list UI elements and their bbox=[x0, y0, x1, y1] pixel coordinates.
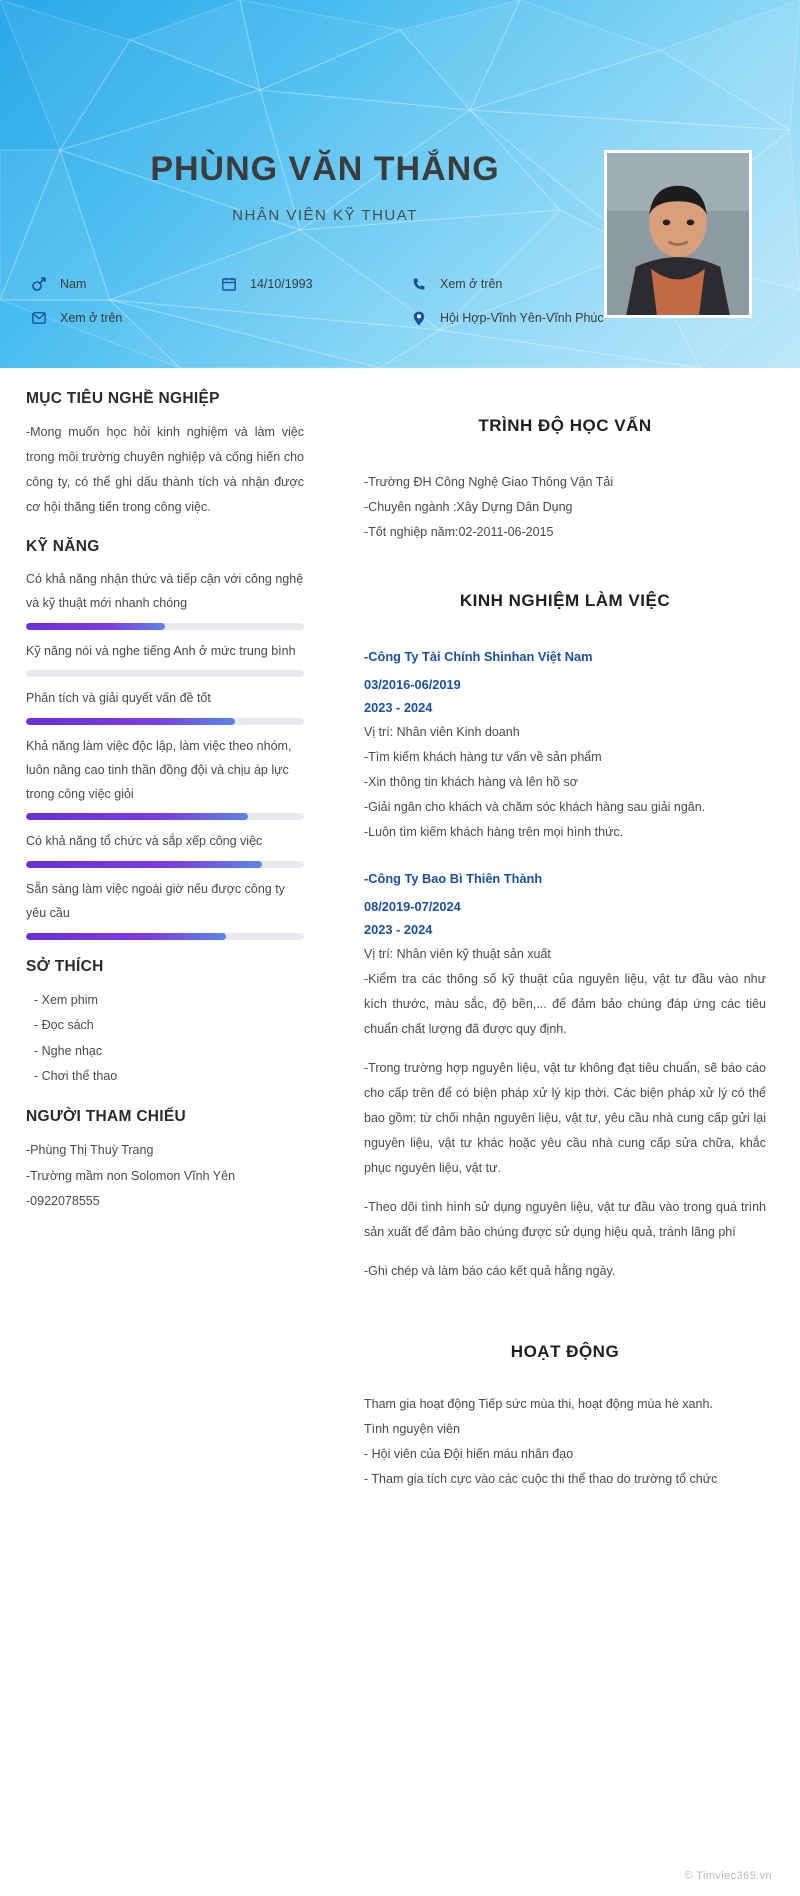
job-line: -Theo dõi tình hình sử dụng nguyên liệu, vật tư đầu vào trong quá trình sản xuất để đảm bảo chúng được sử dụng hiệu quả, tránh lãng phí bbox=[364, 1200, 766, 1240]
job-line: -Xin thông tin khách hàng và lên hồ sơ bbox=[364, 775, 578, 790]
experience-item bbox=[364, 867, 766, 1284]
activity-line: - Tham gia tích cực vào các cuộc thi thể thao do trường tổ chức bbox=[364, 1472, 718, 1487]
mail-icon bbox=[28, 309, 50, 327]
left-column bbox=[0, 368, 330, 1532]
contact-address bbox=[408, 309, 668, 327]
education-line: -Trường ĐH Công Nghệ Giao Thông Vận Tải bbox=[364, 475, 614, 489]
contact-row-1 bbox=[28, 275, 772, 293]
contact-email bbox=[28, 309, 258, 327]
company-period: 03/2016-06/2019 bbox=[364, 676, 461, 692]
skill-label: Có khả năng nhận thức và tiếp cận với công nghệ và kỹ thuật mới nhanh chóng bbox=[26, 572, 304, 610]
list-item: - Nghe nhạc bbox=[34, 1043, 103, 1058]
contact-address-value: Hội Hợp-Vĩnh Yên-Vĩnh Phúc bbox=[440, 311, 604, 325]
calendar-icon bbox=[218, 275, 240, 293]
hobby-list bbox=[26, 988, 304, 1091]
contact-email-value: Xem ở trên bbox=[60, 311, 123, 325]
skill-label: Sẵn sàng làm việc ngoài giờ nếu được công ty yêu cầu bbox=[26, 882, 285, 920]
skill-bar bbox=[26, 718, 304, 725]
contact-row-2 bbox=[28, 309, 772, 327]
job-title: NHÂN VIÊN KỸ THUAT bbox=[232, 207, 418, 224]
section-title-hobbies: SỞ THÍCH bbox=[26, 957, 104, 975]
contact-info bbox=[0, 275, 800, 343]
skill-bar bbox=[26, 861, 304, 868]
skill-label: Có khả năng tổ chức và sắp xếp công việc bbox=[26, 834, 263, 849]
cv-header bbox=[0, 0, 800, 368]
list-item: - Chơi thể thao bbox=[34, 1069, 118, 1084]
list-item: -Phùng Thị Thuỳ Trang bbox=[26, 1143, 154, 1157]
company-name: -Công Ty Bao Bì Thiên Thành bbox=[364, 871, 543, 887]
list-item: -Trường mầm non Solomon Vĩnh Yên bbox=[26, 1168, 236, 1183]
education-line: -Chuyên ngành :Xây Dựng Dân Dụng bbox=[364, 500, 573, 514]
watermark: © Timviec365.vn bbox=[684, 1870, 772, 1882]
job-line: -Trong trường hợp nguyên liệu, vật tư không đạt tiêu chuẩn, sẽ báo cáo cho cấp trên để có biện pháp xử lý kịp thời. Các biện pháp xử lý có thể bao gồm: từ chối nhận nguyên liệu, vật tư, yêu cầu nhà cung cấp gửi lại nguyên liệu, vật tư khác hoặc yêu cầu nhà cung cấp sửa chữa, khắc phục nguyên liệu, vật tư. bbox=[364, 1061, 766, 1176]
list-item: - Xem phim bbox=[34, 992, 98, 1007]
cv-body bbox=[0, 368, 800, 1532]
location-icon bbox=[408, 309, 430, 327]
skill-bar bbox=[26, 933, 304, 940]
job-line: Vị trí: Nhân viên kỹ thuật sản xuất bbox=[364, 947, 551, 962]
contact-gender-value: Nam bbox=[60, 277, 87, 291]
skill-bar bbox=[26, 813, 304, 820]
contact-phone-value: Xem ở trên bbox=[440, 277, 503, 291]
skill-bar bbox=[26, 670, 304, 677]
skill-label: Kỹ năng nói và nghe tiếng Anh ở mức trung bình bbox=[26, 643, 296, 658]
reference-list bbox=[26, 1138, 304, 1215]
company-period: 08/2019-07/2024 bbox=[364, 898, 461, 914]
company-years: 2023 - 2024 bbox=[364, 700, 433, 716]
contact-gender bbox=[28, 275, 218, 293]
job-line: -Tìm kiếm khách hàng tư vấn về sản phẩm bbox=[364, 750, 602, 765]
skill-label: Khả năng làm việc độc lập, làm việc theo nhóm, luôn nâng cao tinh thần đồng đội và chịu áp lực trong công việc giỏi bbox=[26, 739, 292, 801]
job-line: -Ghi chép và làm báo cáo kết quả hằng ngày. bbox=[364, 1264, 616, 1279]
activity-line: - Hội viên của Đội hiến máu nhân đạo bbox=[364, 1447, 574, 1462]
section-title-reference: NGƯỜI THAM CHIẾU bbox=[26, 1108, 187, 1125]
objective-text: -Mong muốn học hỏi kinh nghiệm và làm việc trong môi trường chuyên nghiệp và cống hiến cho công ty, có thể ghi dấu thành tích và nhận được cơ hội thăng tiến trong công việc. bbox=[26, 425, 304, 514]
company-years: 2023 - 2024 bbox=[364, 922, 433, 938]
phone-icon bbox=[408, 275, 430, 293]
contact-phone bbox=[408, 275, 608, 293]
list-item: - Đọc sách bbox=[34, 1018, 94, 1033]
list-item: -0922078555 bbox=[26, 1194, 100, 1209]
section-title-objective: MỤC TIÊU NGHỀ NGHIỆP bbox=[26, 390, 220, 407]
skill-bar bbox=[26, 623, 304, 630]
company-name: -Công Ty Tài Chính Shinhan Việt Nam bbox=[364, 649, 593, 664]
job-line: -Luôn tìm kiếm khách hàng trên mọi hình thức. bbox=[364, 825, 624, 840]
contact-birthday-value: 14/10/1993 bbox=[250, 277, 313, 291]
section-title-skills: KỸ NĂNG bbox=[26, 538, 100, 555]
right-column bbox=[330, 368, 800, 1532]
skill-label: Phân tích và giải quyết vấn đề tốt bbox=[26, 691, 211, 706]
section-title-education: TRÌNH ĐỘ HỌC VẤN bbox=[478, 416, 652, 435]
job-line: Vị trí: Nhân viên Kinh doanh bbox=[364, 725, 520, 740]
section-title-experience: KINH NGHIỆM LÀM VIỆC bbox=[459, 591, 671, 610]
education-line: -Tốt nghiệp năm:02-2011-06-2015 bbox=[364, 525, 554, 539]
contact-birthday bbox=[218, 275, 408, 293]
experience-item bbox=[364, 645, 766, 845]
activity-line: Tình nguyện viên bbox=[364, 1422, 460, 1437]
page-title: PHÙNG VĂN THẮNG bbox=[150, 150, 500, 188]
job-line: -Kiểm tra các thông số kỹ thuật của nguyên liệu, vật tư đầu vào như kích thước, màu sắc, độ bền,... để đảm bảo chúng đáp ứng các tiêu chuẩn chất lượng đã được quy định. bbox=[364, 972, 766, 1037]
activity-line: Tham gia hoạt động Tiếp sức mùa thi, hoạt động mùa hè xanh. bbox=[364, 1397, 713, 1412]
job-line: -Giải ngân cho khách và chăm sóc khách hàng sau giải ngân. bbox=[364, 800, 706, 815]
gender-icon bbox=[28, 275, 50, 293]
section-title-activities: HOẠT ĐỘNG bbox=[510, 1342, 620, 1362]
